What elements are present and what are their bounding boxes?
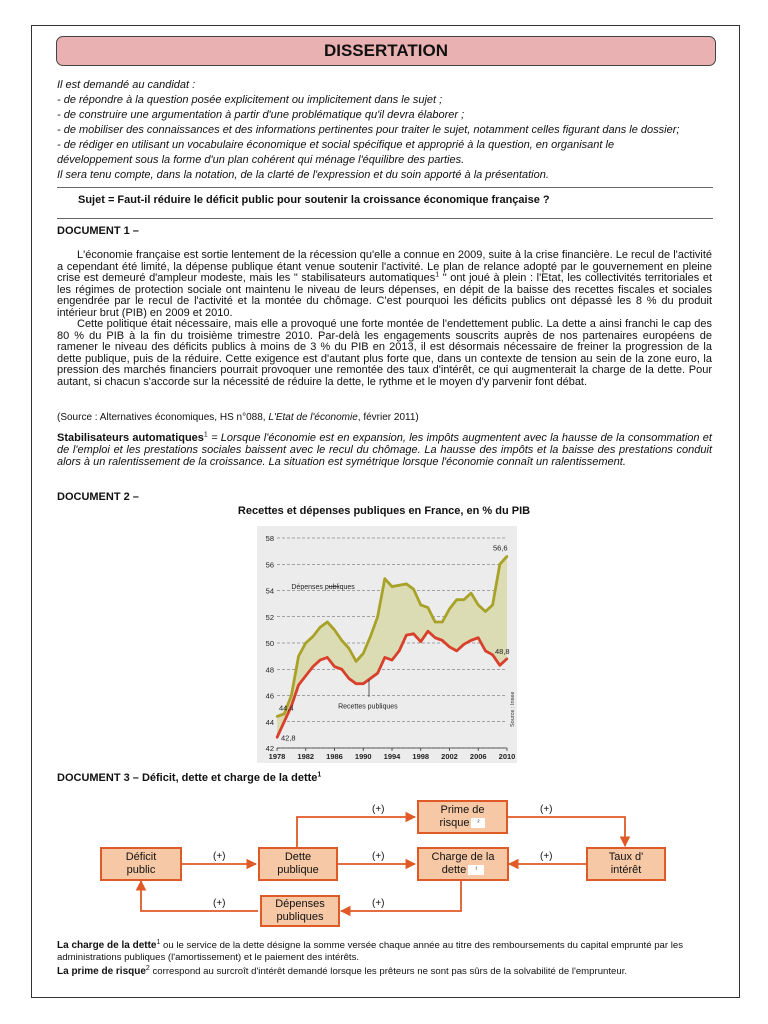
box-label-text: Prime de risque [439,804,485,829]
box-deficit-public [100,847,182,881]
y-tick-label: 46 [265,691,274,701]
y-tick-label: 58 [265,534,274,543]
instruction-line: - de répondre à la question posée explicitement ou implicitement dans le sujet ; [57,94,443,106]
sujet: Sujet = Faut-il réduire le déficit public pour soutenir la croissance économique française ? [78,194,550,206]
y-tick-label: 44 [265,717,274,727]
x-tick-label: 1994 [383,752,401,761]
box-label [431,804,495,830]
box-footnote-marker: ¹ [468,865,484,875]
footnote-text: correspond au surcroît d'intérêt demandé lorsque les prêteurs ne sont pas sûrs de la solvabilité de l'emprunteur. [149,966,628,977]
footnote-text: ou le service de la dette désigne la somme versée chaque année au titre des remboursements du capital emprunté par les administrations publiques (l'amortissement) et le paiement des intérêts. [57,940,684,963]
x-tick-label: 1990 [354,752,372,761]
instruction-line: - de mobiliser des connaissances et des informations pertinentes pour traiter le sujet, notamment celles figurant dans le dossier; [57,124,680,136]
box-prime-risque [417,800,508,834]
y-tick-label: 48 [265,665,274,675]
x-tick-label: 1982 [297,752,315,761]
plus-label: (+) [372,898,385,909]
doc1-p1-part-b: " ont joué à plein : l'Etat, les collectivités territoriales et les régimes de protection sociale ont maintenu le niveau de leurs dépenses, en dépit de la baisse des recettes fiscales et sociales engendrée par le recul de l'activité et la montée du chômage. C'est pourquoi les déficits publics ont dépassé les 8 % du produit intérieur brut (PIB) en 2009 et 2010. [57,272,713,319]
box-label: Dette publique [277,851,319,876]
plus-label: (+) [372,851,385,862]
footnote-marker: 1 [435,271,440,279]
plus-label: (+) [540,851,553,862]
footnote-marker: 1 [156,938,161,946]
y-tick-label: 54 [265,586,274,596]
instruction-line: développement sous la forme d'un plan cohérent qui ménage l'équilibre des parties. [57,154,465,166]
plus-label: (+) [540,804,553,815]
x-tick-label: 2002 [441,752,458,761]
data-label: 48,8 [495,646,510,656]
page-title-text: DISSERTATION [323,41,449,60]
x-tick-label: 2006 [469,752,487,761]
box-footnote-marker: ² [471,818,485,828]
data-label: 56,6 [493,543,508,553]
instruction-line: Il est demandé au candidat : [57,79,196,91]
footnote-marker: 1 [317,771,322,779]
arrow-dette-prime [297,817,415,848]
box-charge-dette [417,847,509,881]
series-label-recettes: Recettes publiques [338,703,398,711]
box-depenses-publiques [260,895,340,927]
box-dette-publique [258,847,338,881]
source-text: (Source : Alternatives économiques, HS n°088, [57,412,269,423]
footnote-term: La prime de risque [57,966,146,977]
x-tick-label: 1978 [268,752,286,761]
arrow-charge-depenses [341,881,461,911]
y-tick-label: 52 [265,612,274,622]
plus-label: (+) [213,851,226,862]
box-label: Taux d' intérêt [608,851,644,876]
doc3-heading-text: DOCUMENT 3 – Déficit, dette et charge de la dette [57,772,318,784]
doc1-p1-part-a: L'économie française est sortie lentement de la récession qu'elle a connue en 2009, suite à la crise financière. Le recul de l'activité a cependant été limité, la dépense publique étant venue soutenir l'activité. Le plan de relance adopté par le gouvernement en pleine crise est demeuré d'ampleur modeste, mais les " stabilisateurs automatiques [57,249,712,284]
arrow-prime-taux [508,817,625,846]
data-label: 42,8 [281,733,296,743]
footnote-prime [57,966,717,978]
y-tick-label: 42 [265,744,274,753]
x-tick-label: 1998 [412,752,430,761]
source-date: , février 2011) [357,412,419,423]
footnote-marker: 1 [203,431,208,439]
y-tick-label: 56 [265,560,274,570]
x-tick-label: 1986 [326,752,343,761]
plus-label: (+) [372,804,385,815]
plus-label: (+) [213,898,226,909]
x-tick-label: 2010 [498,752,516,761]
series-label-depenses: Dépenses publiques [291,584,355,592]
source-title: L'Etat de l'économie [268,412,358,423]
instruction-line: Il sera tenu compte, dans la notation, de la clarté de l'expression et du soin apporté à la présentation. [57,169,549,181]
stab-term: Stabilisateurs automatiques [57,432,204,444]
chart-title: Recettes et dépenses publiques en France, en % du PIB [237,505,531,517]
doc2-heading: DOCUMENT 2 – [57,491,139,503]
stab-def: = Lorsque l'économie est en expansion, les impôts augmentent avec la hausse de la consommation et de l'emploi et les prestations sociales baissent avec le recul du chômage. La hausse des impôts et la baisse des prestations conduit alors à un ralentissement de la croissance. La situation est symétrique lorsque l'économie connaît un ralentissement. [57,432,712,468]
data-label: 44,4 [279,703,294,713]
box-taux-interet [586,847,666,881]
chart-source: Source : Insee [510,691,516,727]
arrow-depenses-deficit [141,881,258,911]
box-label: Déficit public [125,851,157,876]
doc1-paragraph-2: Cette politique était nécessaire, mais elle a provoqué une forte montée de l'endettement public. La dette a ainsi franchi le cap des 80 % du PIB à la fin du troisième trimestre 2010. Par-delà les engagements souscrits auprès de nos partenaires européens de ramener le niveau des déficits publics à moins de 3 % du PIB en 2013, il est désormais nécessaire de freiner la progression de la dette publique, puis de la réduire. Cette exigence est d'autant plus forte que, dans un contexte de tension au sein de la zone euro, la pression des marchés financiers pourrait provoquer une remontée des taux d'intérêt, ce qui augmenterait la charge de la dette. Pour autant, si chacun s'accorde sur la nécessité de réduire la dette, le rythme et le moyen d'y parvenir font débat. [57,318,712,388]
y-tick-label: 50 [265,639,274,648]
box-label: Dépenses publiques [275,898,325,923]
footnote-charge [57,940,717,964]
box-label [420,851,506,877]
box-label-text: Charge de la dette [431,851,495,876]
footnote-marker: 2 [145,964,150,972]
instruction-line: - de construire une argumentation à partir d'une problématique qu'il devra élaborer ; [57,109,465,121]
doc1-heading: DOCUMENT 1 – [57,225,139,237]
footnote-term: La charge de la dette [57,940,157,951]
instruction-line: - de rédiger en utilisant un vocabulaire économique et social spécifique et approprié à la question, en organisant le [57,139,615,151]
